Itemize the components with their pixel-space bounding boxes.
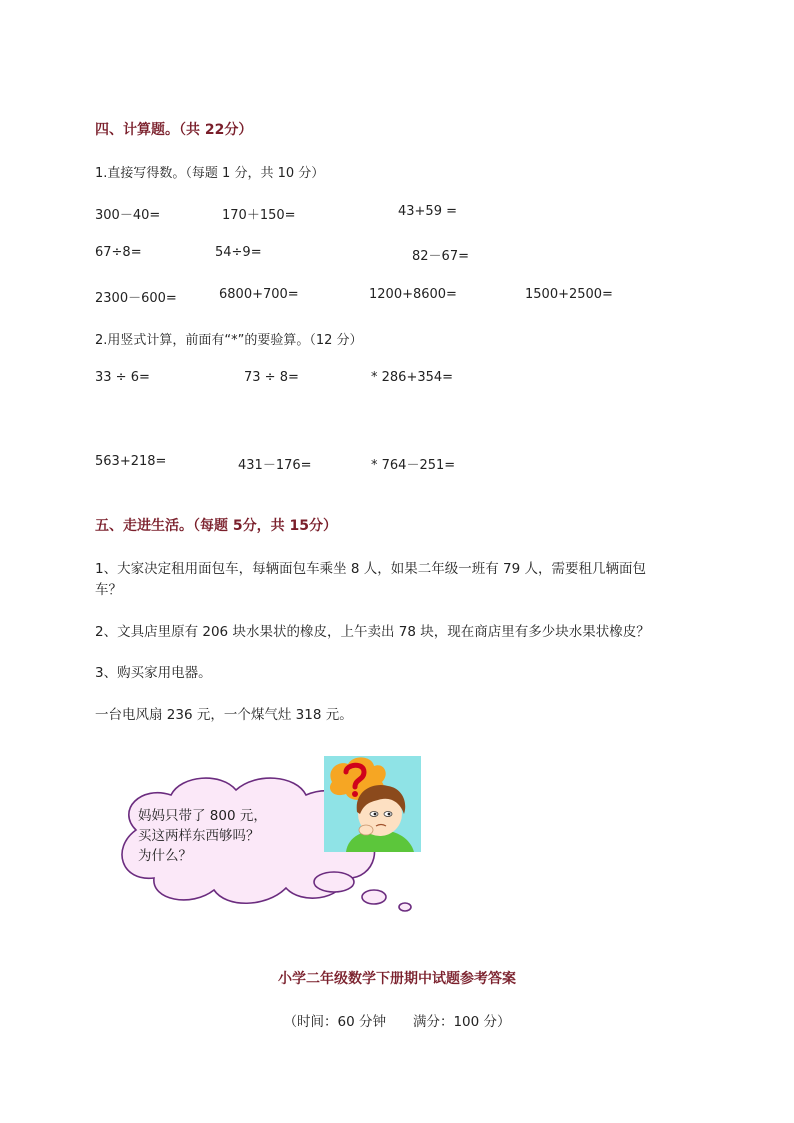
q1-row1-item: 300－40= [95, 208, 161, 223]
q1-row3-item: 6800+700= [219, 287, 299, 302]
bubble-line3: 为什么？ [138, 848, 192, 864]
section5-heading: 五、走进生活。（每题 5分，共 15分） [95, 518, 337, 534]
cloud-dot-large [314, 872, 354, 892]
q1-row3-item: 1200+8600= [369, 287, 457, 302]
problem3-detail: 一台电风扇 236 元，一个煤气灶 318 元。 [95, 707, 353, 723]
problem2: 2、文具店里原有 206 块水果状的橡皮，上午卖出 78 块，现在商店里有多少块水果状橡皮？ [95, 624, 650, 640]
answers-subtitle: （时间：60 分钟 满分：100 分） [283, 1014, 511, 1030]
thinking-boy-icon [324, 756, 421, 852]
q2-row2-item: 563+218= [95, 454, 167, 469]
cloud-dot-medium [362, 890, 386, 904]
q1-row2-item: 82－67= [412, 249, 469, 264]
q2-row2-item: * 764－251= [371, 458, 456, 473]
problem3: 3、购买家用电器。 [95, 665, 212, 681]
q1-row3-item: 1500+2500= [525, 287, 613, 302]
q2-label: 2.用竖式计算，前面有“*”的要验算。（12 分） [95, 333, 363, 348]
problem1-line1: 1、大家决定租用面包车，每辆面包车乘坐 8 人，如果二年级一班有 79 人，需要租几辆面包 [95, 561, 647, 577]
problem1-line2: 车？ [95, 582, 122, 598]
q1-row1-item: 170＋150= [222, 208, 296, 223]
q2-row1-item: 33 ÷ 6= [95, 370, 150, 385]
bubble-line2: 买这两样东西够吗？ [138, 828, 260, 844]
q1-row3-item: 2300－600= [95, 291, 177, 306]
q1-row1-item: 43+59 = [398, 204, 458, 219]
q2-row1-item: * 286+354= [371, 370, 454, 385]
cloud-dot-small [399, 903, 411, 911]
q1-label: 1.直接写得数。（每题 1 分，共 10 分） [95, 166, 325, 181]
q2-row1-item: 73 ÷ 8= [244, 370, 299, 385]
answers-title: 小学二年级数学下册期中试题参考答案 [278, 971, 516, 987]
section4-heading: 四、计算题。（共 22分） [95, 122, 253, 138]
q1-row2-item: 67÷8= [95, 245, 142, 260]
q2-row2-item: 431－176= [238, 458, 312, 473]
bubble-line1: 妈妈只带了 800 元， [138, 808, 267, 824]
q1-row2-item: 54÷9= [215, 245, 262, 260]
